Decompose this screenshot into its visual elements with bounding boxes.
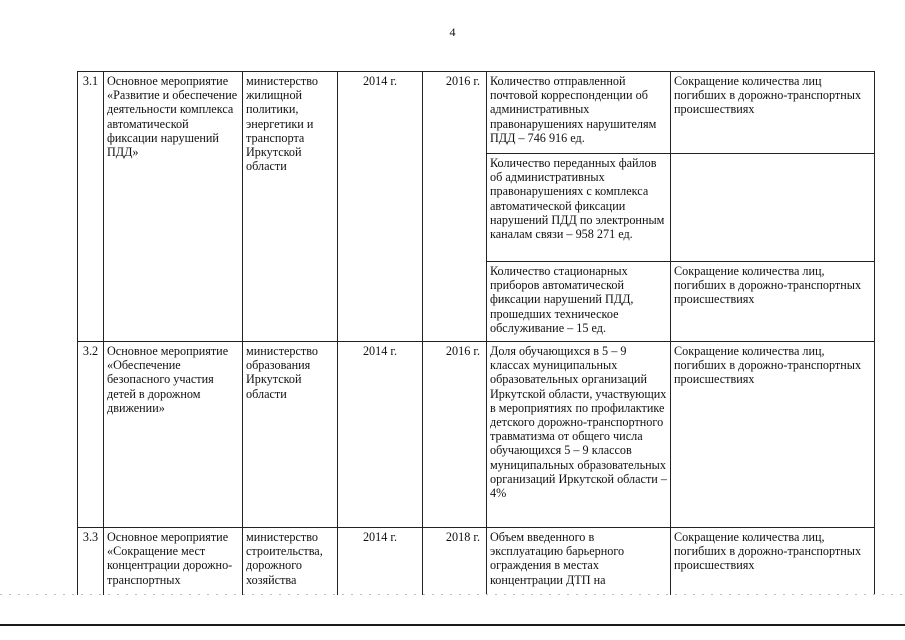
row-number: 3.3 <box>78 528 104 608</box>
result-cell: Сокращение количества лиц, погибших в дорожно-транспортных происшествиях <box>671 528 875 608</box>
result-cell <box>671 154 875 262</box>
end-year-cell: 2016 г. <box>423 342 487 528</box>
event-cell: Основное мероприятие «Развитие и обеспечение деятельности комплекса автоматической фиксации нарушений ПДД» <box>104 72 243 342</box>
executor-cell: министерство жилищной политики, энергетики и транспорта Иркутской области <box>243 72 338 342</box>
page-number: 4 <box>449 25 456 39</box>
scan-edge-line <box>0 624 905 626</box>
row-number: 3.1 <box>78 72 104 342</box>
event-cell: Основное мероприятие «Сокращение мест концентрации дорожно-транспортных <box>104 528 243 608</box>
result-cell: Сокращение количества лиц, погибших в дорожно-транспортных происшествиях <box>671 262 875 342</box>
scan-artifact <box>0 594 905 595</box>
indicator-cell: Количество отправленной почтовой корреспонденции об административных правонарушениях нарушителям ПДД – 746 916 ед. <box>487 72 671 154</box>
event-cell: Основное мероприятие «Обеспечение безопасного участия детей в дорожном движении» <box>104 342 243 528</box>
end-year-cell: 2016 г. <box>423 72 487 342</box>
indicator-cell: Количество переданных файлов об административных правонарушениях с комплекса автоматической фиксации нарушений ПДД по электронным каналам связи – 958 271 ед. <box>487 154 671 262</box>
indicator-cell: Доля обучающихся в 5 – 9 классах муниципальных образовательных организаций Иркутской области, участвующих в мероприятиях по профилактике детского дорожно-транспортного травматизма от общего числа обучающихся 5 – 9 классов муниципальных образовательных организаций Иркутской области – 4% <box>487 342 671 528</box>
row-number: 3.2 <box>78 342 104 528</box>
start-year-cell: 2014 г. <box>338 528 423 608</box>
start-year-cell: 2014 г. <box>338 342 423 528</box>
page-cutoff <box>0 595 905 640</box>
measures-table <box>77 71 875 608</box>
table-row <box>78 72 875 154</box>
indicator-cell: Объем введенного в эксплуатацию барьерного ограждения в местах концентрации ДТП на <box>487 528 671 608</box>
indicator-cell: Количество стационарных приборов автоматической фиксации нарушений ПДД, прошедших техническое обслуживание – 15 ед. <box>487 262 671 342</box>
end-year-cell: 2018 г. <box>423 528 487 608</box>
table-row <box>78 342 875 528</box>
start-year-cell: 2014 г. <box>338 72 423 342</box>
result-cell: Сокращение количества лиц, погибших в дорожно-транспортных происшествиях <box>671 342 875 528</box>
executor-cell: министерство строительства, дорожного хозяйства <box>243 528 338 608</box>
result-cell: Сокращение количества лиц погибших в дорожно-транспортных происшествиях <box>671 72 875 154</box>
executor-cell: министерство образования Иркутской области <box>243 342 338 528</box>
